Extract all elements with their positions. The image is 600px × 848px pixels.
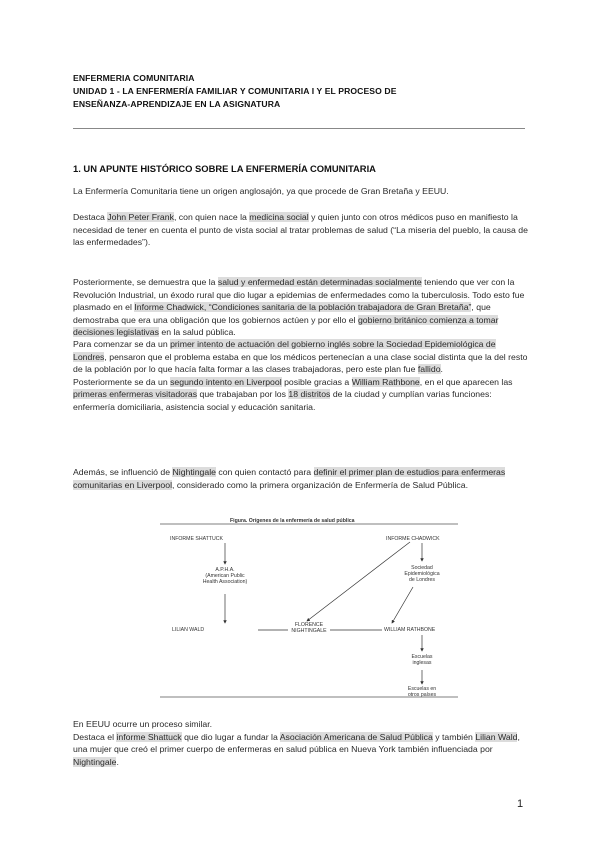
page-number: 1 [517,798,524,810]
figure-lilian-wald: LILIAN WALD [172,627,205,633]
unit-title-line1: UNIDAD 1 - LA ENFERMERÍA FAMILIAR Y COMUNITARIA I Y EL PROCESO DE [73,86,397,96]
figure-diagram-lines [160,515,458,705]
figure-escuelas-inglesas: Escuelas inglesas [411,654,433,666]
figure-florence-nightingale: FLORENCE NIGHTINGALE [291,622,327,634]
highlight-medicina-social: medicina social [249,212,309,222]
highlight-nightingale-2: Nightingale [73,756,117,767]
paragraph-origin: La Enfermería Comunitaria tiene un origen anglosajón, ya que procede de Gran Bretaña y EEUU. [73,186,449,196]
unit-title-line2: ENSEÑANZA-APRENDIZAJE EN LA ASIGNATURA [73,99,281,109]
highlight-asociacion-americana: Asociación Americana de Salud Pública [279,731,433,742]
figure-apha: A.P.H.A. (American Public Health Association) [202,567,248,585]
paragraph-eeuu: En EEUU ocurre un proceso similar. Destaca el informe Shattuck que dio lugar a fundar la Asociación Americana de Salud Pública y también Lilian Wald, una mujer que creó el primer cuerpo de enfermeras en salud pública en Nueva York también influenciada por Nightingale. [73,719,520,767]
paragraph-nightingale: Además, se influenció de Nightingale con quien contactó para definir el primer plan de estudios para enfermeras comunitarias en Liverpool, considerado como la primera organización de Enfermería de Salud Pública. [73,467,506,490]
header-divider [73,128,525,129]
highlight-determinantes: salud y enfermedad están determinadas socialmente [217,277,422,287]
origins-figure [160,515,458,705]
highlight-plan-de-estudios: definir el primer plan de estudios para enfermeras comunitarias en Liverpool [73,467,506,490]
highlight-william-rathbone: William Rathbone [351,376,420,387]
paragraph-chadwick: Posteriormente, se demuestra que la salud y enfermedad están determinadas socialmente teniendo que ver con la Revolución Industrial, un éxodo rural que dio lugar a epidemias de enfermedades como la tuberculosis. Todo esto fue plasmado en el Informe Chadwick, “Condiciones sanitaria de la población trabajadora de Gran Bretaña”, que demostraba que era una obligación que los gobiernos actúen y por ello el gobierno británico comienza a tomar decisiones legislativas en la salud pública. [73,277,525,337]
highlight-informe-shattuck: informe Shattuck [116,731,182,742]
section-title: 1. UN APUNTE HISTÓRICO SOBRE LA ENFERMERÍA COMUNITARIA [73,163,376,174]
highlight-john-peter-frank: John Peter Frank [107,212,174,222]
course-title: ENFERMERIA COMUNITARIA [73,73,195,83]
figure-escuelas-otros-paises: Escuelas en otros países [407,686,437,698]
highlight-informe-chadwick: Informe Chadwick, “Condiciones sanitaria de la población trabajadora de Gran Bretaña” [134,302,472,312]
paragraph-frank: Destaca John Peter Frank, con quien nace la medicina social y quien junto con otros médicos puso en manifiesto la necesidad de tener en cuenta el punto de vista social al tratar problemas de salud (“La miseria del pueblo, la causa de las enfermedades”). [73,212,528,247]
figure-informe-shattuck: INFORME SHATTUCK [170,536,223,542]
highlight-gobierno-britanico: gobierno británico comienza a tomar decisiones legislativas [73,314,499,337]
highlight-enfermeras-visitadoras: primeras enfermeras visitadoras [73,389,198,399]
highlight-18-distritos: 18 distritos [288,389,331,399]
highlight-fallido: fallido [417,364,441,374]
paragraph-liverpool: Para comenzar se da un primer intento de actuación del gobierno inglés sobre la Sociedad Epidemiológica de Londres, pensaron que el problema estaba en que los médicos pertenecían a una clase social distinta que la del resto de la población por lo que hacía falta formar a las clases trabajadoras, pero este plan fue fallido. Posteriormente se da un segundo intento en Liverpool posible gracias a William Rathbone, en el que aparecen las primeras enfermeras visitadoras que trabajaban por los 18 distritos de la ciudad y cumplían varias funciones: enfermería domiciliaria, asistencia social y educación sanitaria. [73,339,528,412]
figure-title: Figura. Orígenes de la enfermería de salud pública [230,518,355,524]
highlight-segundo-intento: segundo intento en Liverpool [170,376,282,387]
figure-informe-chadwick: INFORME CHADWICK [386,536,440,542]
figure-william-rathbone: WILLIAM RATHBONE [384,627,436,633]
highlight-nightingale: Nightingale [172,467,216,477]
figure-sociedad-epidemiologica: Sociedad Epidemiológica de Londres [404,565,440,583]
highlight-primer-intento: primer intento de actuación del gobierno inglés sobre la Sociedad Epidemiológica de Londres [73,339,496,362]
highlight-lilian-wald: Lilian Wald [475,731,518,742]
